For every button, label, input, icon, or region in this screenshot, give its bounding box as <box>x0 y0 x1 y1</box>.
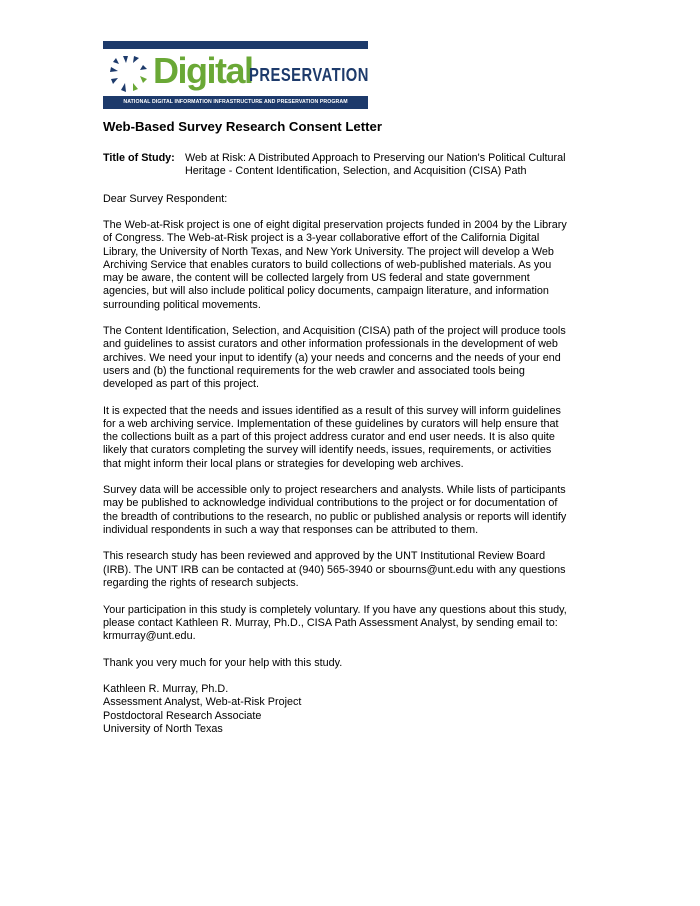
paragraph-line: of Congress. The Web-at-Risk project is a 3-year collaborative effort of the California Digital <box>103 232 540 245</box>
paragraph-line: the collections built as a part of this project address curator and end user needs. It is also quite <box>103 431 555 444</box>
study-title-value <box>185 152 566 179</box>
study-title <box>103 152 567 179</box>
paragraph-line: regarding the rights of research subjects. <box>103 576 299 589</box>
logo-tagline: NATIONAL DIGITAL INFORMATION INFRASTRUCTURE AND PRESERVATION PROGRAM <box>103 96 368 109</box>
letter-body <box>103 119 567 736</box>
study-title-line: Heritage - Content Identification, Selection, and Acquisition (CISA) Path <box>185 165 527 178</box>
starburst-icon <box>109 54 151 94</box>
paragraph-line: please contact Kathleen R. Murray, Ph.D., CISA Path Assessment Analyst, by sending email to: <box>103 616 558 629</box>
page-title: Web-Based Survey Research Consent Letter <box>103 119 382 134</box>
paragraph-line: This research study has been reviewed and approved by the UNT Institutional Review Board <box>103 550 546 563</box>
paragraph-line: agencies, but will also include political policy documents, campaign literature, and information <box>103 285 549 298</box>
digital-preservation-logo <box>103 41 368 109</box>
logo-word-preservation: PRESERVATION <box>249 65 369 85</box>
paragraph-line: that might inform their local plans or strategies for developing web archives. <box>103 457 464 470</box>
paragraph-line: Library, the University of North Texas, and New York University. The project will develop a Web <box>103 245 554 258</box>
paragraphs <box>103 219 567 670</box>
study-title-line: Web at Risk: A Distributed Approach to Preserving our Nation's Political Cultural <box>185 152 566 164</box>
study-title-label: Title of Study: <box>103 152 175 164</box>
paragraph-line: krmurray@unt.edu. <box>103 630 196 643</box>
paragraph <box>103 657 567 670</box>
paragraph-line: developed as part of this project. <box>103 378 260 391</box>
signature-line: Kathleen R. Murray, Ph.D. <box>103 683 229 696</box>
paragraph-line: Thank you very much for your help with this study. <box>103 656 343 669</box>
paragraph-line: (IRB). The UNT IRB can be contacted at (940) 565-3940 or sbourns@unt.edu with any questions <box>103 563 566 576</box>
paragraph-line: It is expected that the needs and issues identified as a result of this survey will inform guidelines <box>103 404 561 417</box>
paragraph <box>103 325 567 391</box>
paragraph-line: individual respondents in such a way that responses can be attributed to them. <box>103 523 479 536</box>
paragraph-line: for a web archiving service. Implementation of these guidelines by curators will help ensure that <box>103 417 559 430</box>
paragraph <box>103 550 567 590</box>
paragraph-line: and guidelines to assist curators and other information professionals in the development of web <box>103 338 558 351</box>
paragraph-line: The Content Identification, Selection, and Acquisition (CISA) path of the project will produce tools <box>103 325 566 338</box>
logo-top-bar <box>103 41 368 49</box>
paragraph-line: archives. We need your input to identify (a) your needs and concerns and the needs of your end <box>103 351 561 364</box>
paragraph-line: the breadth of contributions to the research, no public or published analysis or reports will identify <box>103 510 567 523</box>
logo-word-digital: Digital <box>153 50 253 91</box>
signature-line: University of North Texas <box>103 722 223 735</box>
paragraph-line: Your participation in this study is completely voluntary. If you have any questions about this study, <box>103 603 567 616</box>
paragraph <box>103 405 567 471</box>
paragraph-line: The Web-at-Risk project is one of eight digital preservation projects funded in 2004 by the Library <box>103 219 567 232</box>
signature-block <box>103 683 567 736</box>
paragraph <box>103 604 567 644</box>
paragraph-line: Archiving Service that enables curators to build collections of web-published materials. As you <box>103 258 552 271</box>
paragraph-line: may be aware, the content will be collected largely from US federal and state government <box>103 272 530 285</box>
paragraph-line: Survey data will be accessible only to project researchers and analysts. While lists of participants <box>103 484 566 497</box>
salutation: Dear Survey Respondent: <box>103 192 228 205</box>
signature-line: Postdoctoral Research Associate <box>103 709 262 722</box>
paragraph <box>103 219 567 312</box>
paragraph-line: likely that curators completing the survey will identify needs, issues, requirements, or activities <box>103 444 552 457</box>
paragraph-line: may be published to acknowledge individual contributions to the project or for documentation of <box>103 497 558 510</box>
signature-line: Assessment Analyst, Web-at-Risk Project <box>103 696 302 709</box>
paragraph-line: surrounding political movements. <box>103 298 261 311</box>
paragraph-line: users and (b) the functional requirements for the web crawler and associated tools being <box>103 364 525 377</box>
paragraph <box>103 484 567 537</box>
